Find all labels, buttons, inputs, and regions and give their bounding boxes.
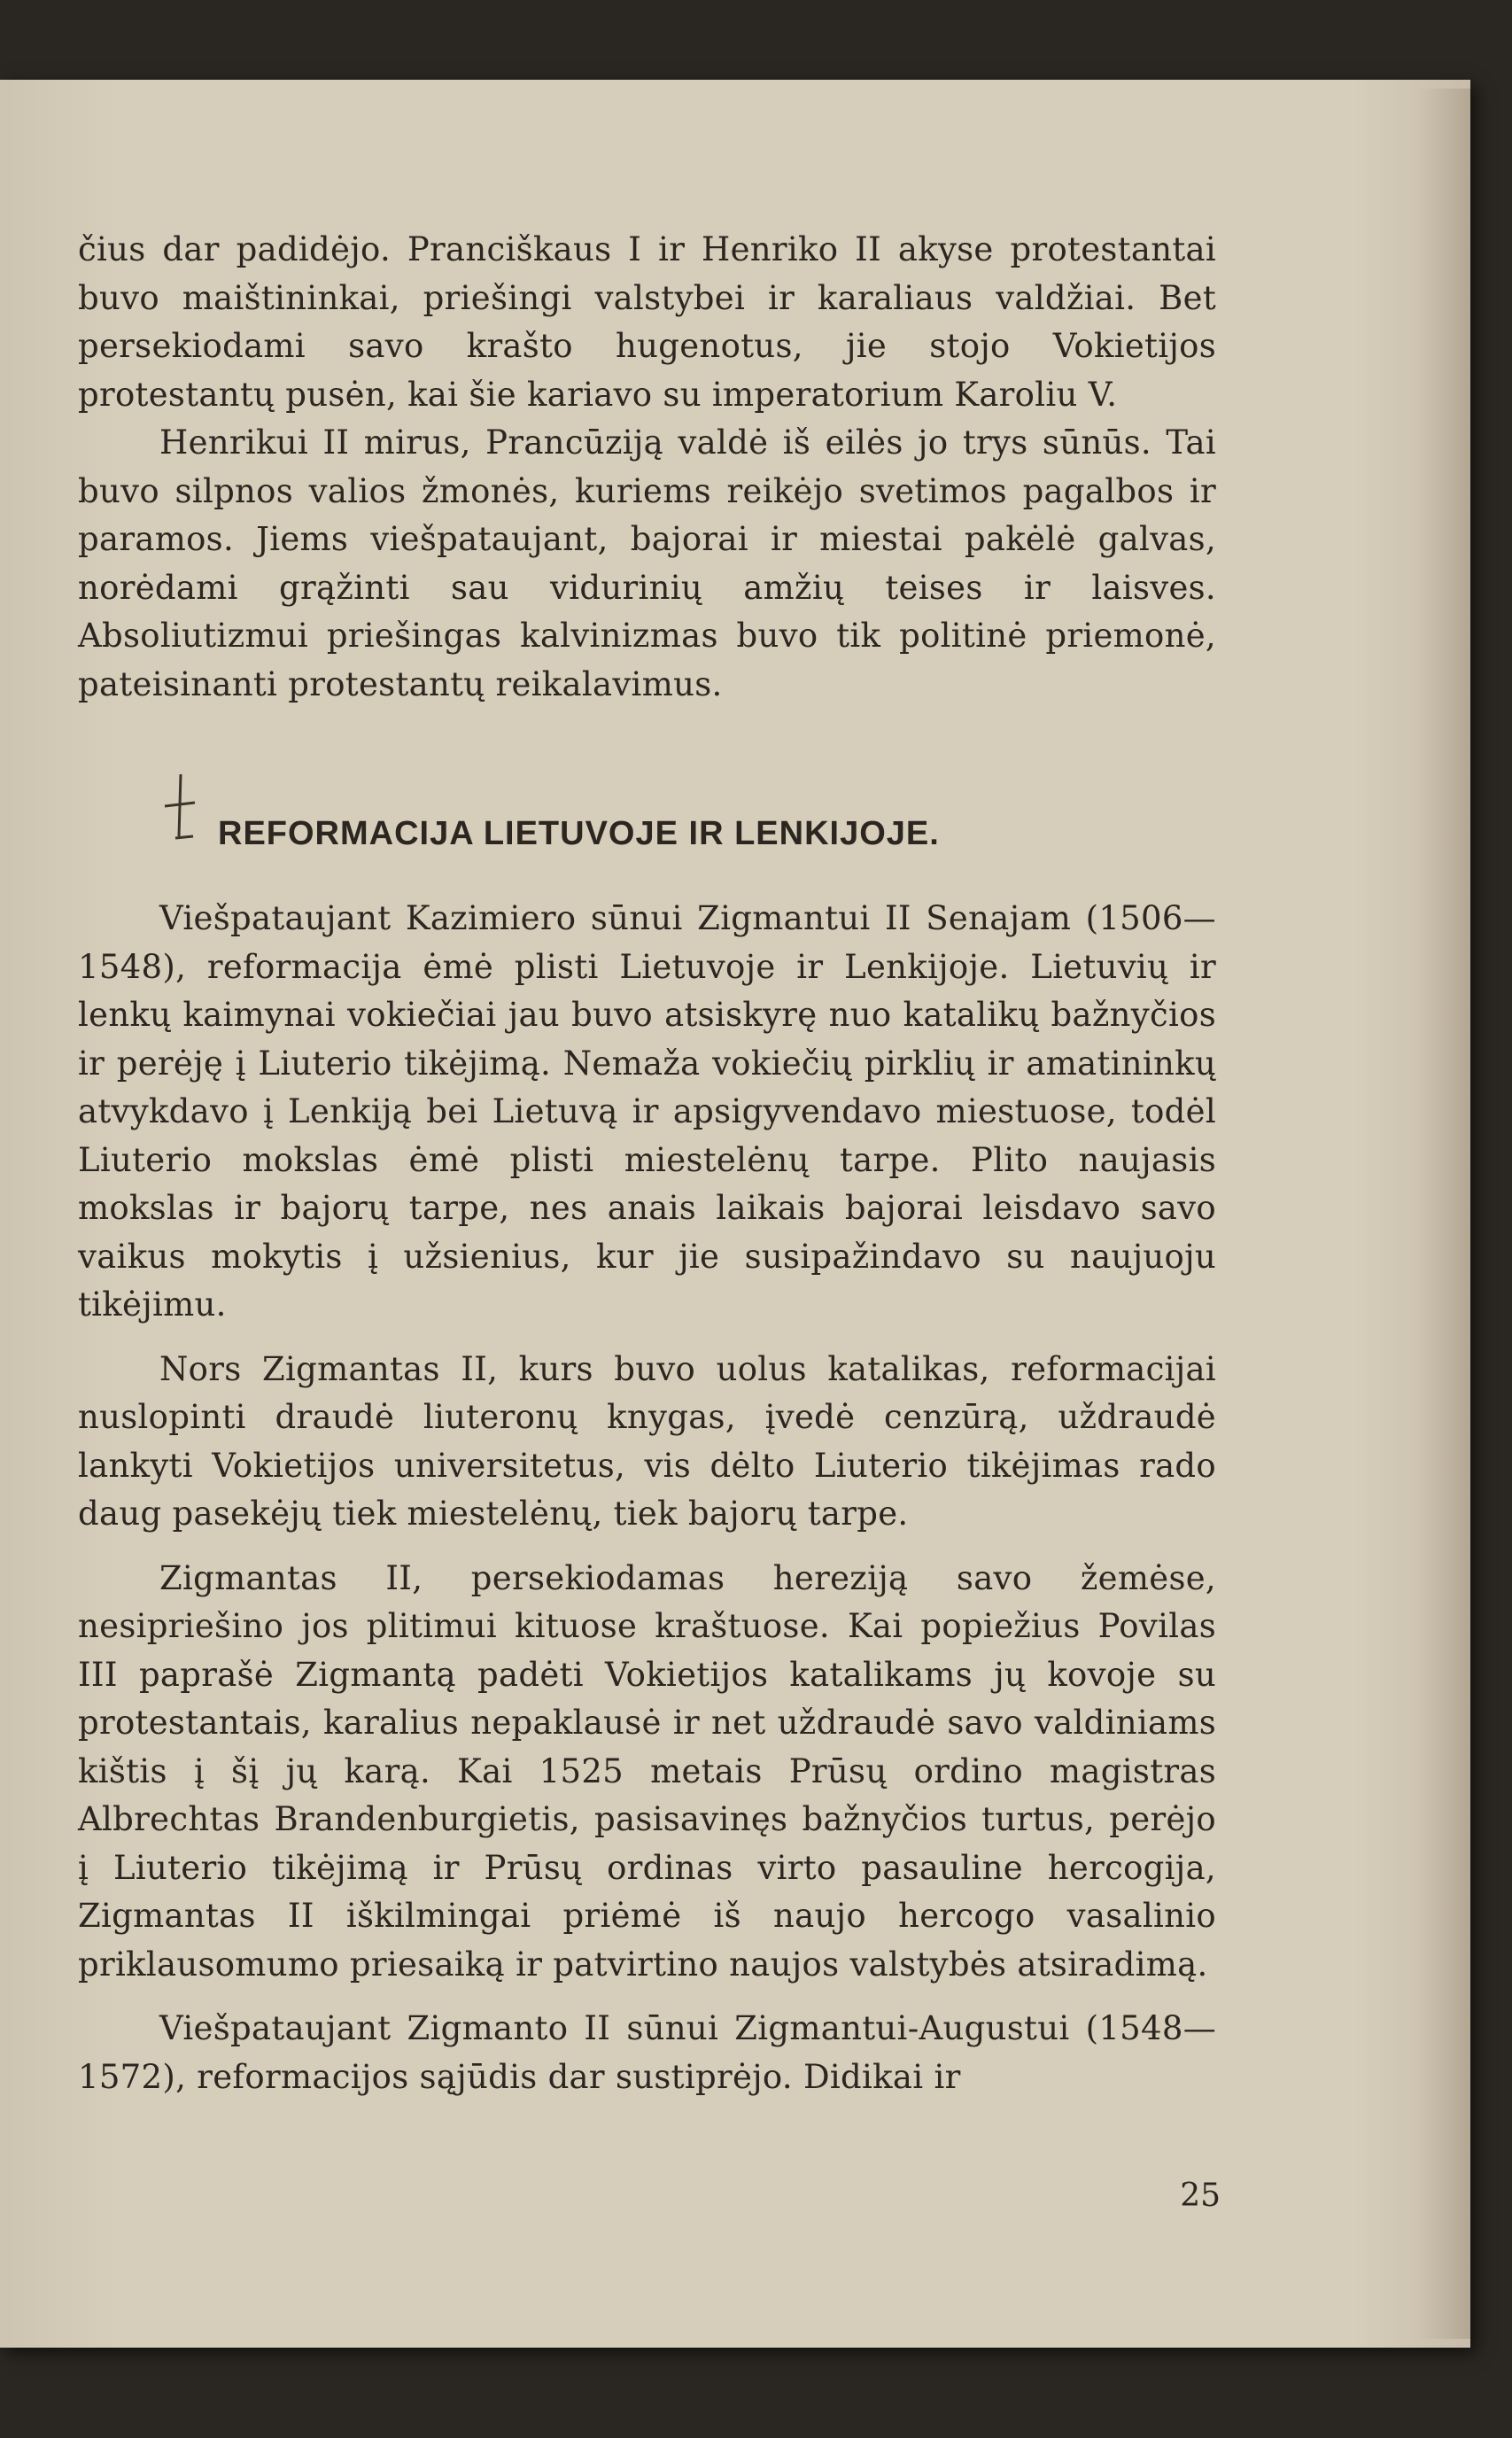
paragraph: Viešpataujant Kazimiero sūnui Zigmantui II Senajam (1506—1548), reformacija ėmė plisti Lietuvoje ir Lenkijoje. Lietuvių ir lenkų kaimynai vokiečiai jau buvo atsiskyrę nuo katalikų bažnyčios ir perėję į Liuterio tikėjimą. Nemaža vokiečių pirklių ir amatininkų atvykdavo į Lenkiją bei Lietuvą ir apsigyvendavo miestuose, todėl Liuterio mokslas ėmė plisti miestelėnų tarpe. Plito naujasis mokslas ir bajorų tarpe, nes anais laikais bajorai leisdavo savo vaikus mokytis į užsienius, kur jie susipažindavo su naujuoju tikėjimu. [78,899,1216,1324]
page-number: 25 [1180,2178,1221,2214]
intro-text [78,226,1216,709]
paragraph: Zigmantas II, persekiodamas hereziją savo žemėse, nesipriešino jos plitimui kituose kraštuose. Kai popiežius Povilas III paprašė Zigmantą padėti Vokietijos katalikams jų kovoje su protestantais, karalius nepaklausė ir net uždraudė savo valdiniams kištis į šį jų karą. Kai 1525 metais Prūsų ordino magistras Albrechtas Brandenburgietis, pasisavinęs bažnyčios turtus, perėjo į Liuterio tikėjimą ir Prūsų ordinas virto pasauline hercogija, Zigmantas II iškilmingai priėmė iš naujo hercogo vasalinio priklausomumo priesaiką ir patvirtino naujos valstybės atsiradimą. [78,1558,1216,1984]
paragraph: Nors Zigmantas II, kurs buvo uolus katalikas, reformacijai nuslopinti draudė liuteronų knygas, įvedė cenzūrą, uždraudė lankyti Vokietijos universitetus, vis dėlto Liuterio tikėjimas rado daug pasekėjų tiek miestelėnų, tiek bajorų tarpe. [78,1349,1216,1533]
paragraph: Viešpataujant Zigmanto II sūnui Zigmantui-Augustui (1548—1572), reformacijos sąjūdis dar sustiprėjo. Didikai ir [78,2009,1216,2096]
paragraph: Henrikui II mirus, Prancūziją valdė iš eilės jo trys sūnūs. Tai buvo silpnos valios žmonės, kuriems reikėjo svetimos pagalbos ir paramos. Jiems viešpataujant, bajorai ir miestai pakėlė galvas, norėdami grąžinti sau vidurinių amžių teises ir laisves. Absoliutizmui priešingas kalvinizmas buvo tik politinė priemonė, pateisinanti protestantų reikalavimus. [78,423,1216,703]
page-edge-shadow [1417,89,1470,2339]
section-text [78,895,1216,2117]
handwritten-mark-icon [159,771,202,845]
section-heading: REFORMACIJA LIETUVOJE IR LENKIJOJE. [218,815,940,852]
paragraph: čius dar padidėjo. Pranciškaus I ir Henriko II akyse protestantai buvo maištininkai, priešingi valstybei ir karaliaus valdžiai. Bet persekiodami savo krašto hugenotus, jie stojo Vokietijos protestantų pusėn, kai šie kariavo su imperatorium Karoliu V. [78,230,1216,414]
